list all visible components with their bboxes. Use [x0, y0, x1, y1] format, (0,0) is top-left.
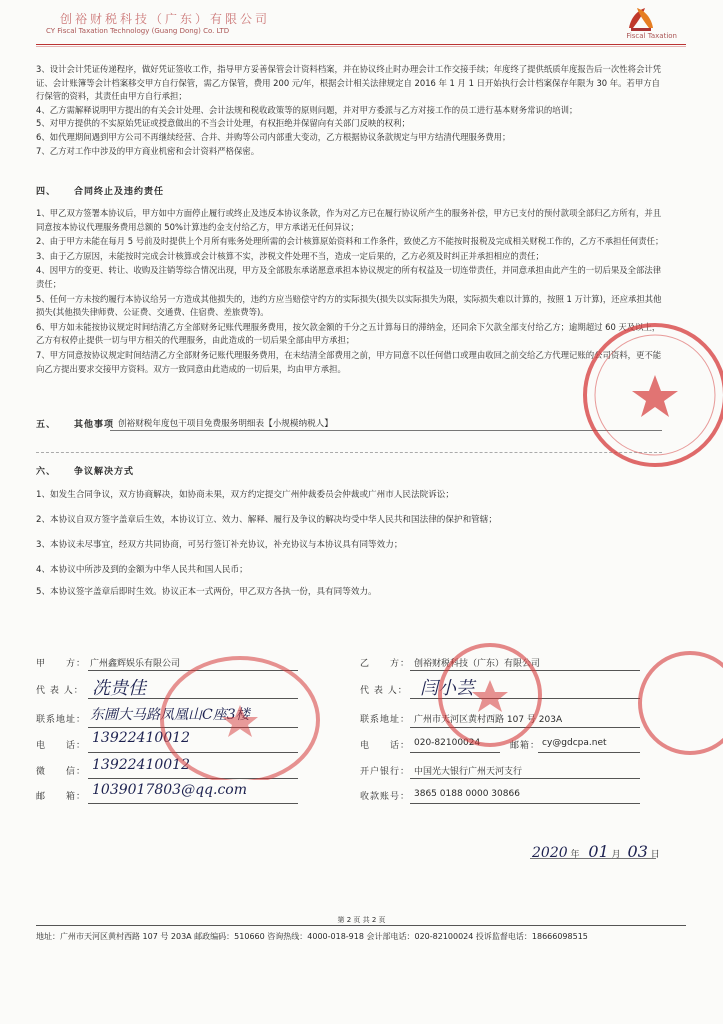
party-b-account-line [410, 803, 640, 804]
header-divider [36, 44, 686, 45]
dispute-item: 2、本协议自双方签字盖章后生效，本协议订立、效力、解释、履行及争议的解决均受中华人民共和国法律的保护和管辖； [36, 515, 497, 525]
party-b-email-label: 邮箱： [510, 741, 541, 751]
party-b-rep-signature: 闫小芸 [420, 678, 474, 699]
clause-item: 4、因甲方的变更、转让、收购及注销等综合情况出现，甲方及全部股东承诺愿意承担本协议规定的所有权益及一切连带责任，并同意承担由此产生的一切后果及全部法律责任； [36, 265, 662, 289]
clause-item: 3、设计会计凭证传递程序，做好凭证签收工作，指导甲方妥善保管会计资料档案，并在协议终止时办理会计工作交接手续；年度终了提供纸质年度报告后一次性将会计凭证、会计账簿等会计档案移交甲方自行保管，需乙方保管，费用 200 元/年，根据会计相关法律规定自 2016 年 1 月 1 日开始执行会计档案保存年限为 30 年。若甲方自行保管的资料，其责任由甲方自行承担； [36, 64, 662, 102]
clause-item: 5、任何一方未按约履行本协议给另一方造成其他损失的，违约方应当赔偿守约方的实际损失(损失以实际损失为限，实际损失难以计算的，按照 1 万计算)，还应承担其他损失(其他损失律师费、公证费、交通费、住宿费、差旅费等)。 [36, 293, 662, 318]
section-6-num: 六、 [36, 467, 57, 477]
header-company-en: CY Fiscal Taxation Technology (Guang Dong) Co. LTD [46, 27, 230, 35]
party-b-addr-label: 联系地址： [360, 715, 411, 725]
party-b-seal-stamp-icon [430, 640, 590, 750]
header-company-cn: 创裕财税科技（广东）有限公司 [60, 12, 271, 26]
party-a-name: 广州鑫辉娱乐有限公司 [90, 659, 181, 669]
party-b-label: 乙 方： [360, 659, 411, 669]
party-a-label: 甲 方： [36, 659, 87, 669]
clauses-top [36, 63, 664, 158]
section-5-heading [36, 417, 114, 430]
date-day-unit: 日 [650, 850, 660, 860]
company-seal-stamp-icon [560, 315, 723, 480]
party-b-addr: 广州市天河区黄村西路 107 号 203A [414, 715, 563, 725]
party-a-phone-label: 电 话： [36, 741, 87, 751]
date-year: 2020 [532, 845, 568, 861]
footer-info: 地址：广州市天河区黄村西路 107 号 203A 邮政编码：510660 咨询热线：4000-018-918 会计部电话：020-82100024 投诉监督电话：18666098515 [36, 932, 588, 941]
party-b-account-label: 收款账号： [360, 792, 411, 802]
clause-item: 2、由于甲方未能在每月 5 号前及时提供上个月所有账务处理所需的会计核算原始资料和工作条件，致使乙方不能按时报税及完成相关财税工作的，乙方不承担任何责任； [36, 236, 664, 247]
party-a-phone-hand: 13922410012 [92, 730, 190, 746]
date-year-unit: 年 [570, 850, 580, 860]
party-a-addr-hand: 东圃大马路凤凰山C座3楼 [90, 707, 250, 723]
party-b-account: 3865 0188 0000 30866 [414, 789, 520, 799]
clause-item: 7、乙方对工作中涉及的甲方商业机密和会计资料严格保密。 [36, 145, 260, 156]
party-b-bank-label: 开户银行： [360, 767, 411, 777]
party-b-rep-label: 代 表 人： [360, 686, 408, 696]
crossed-hands-logo-icon [621, 4, 661, 34]
header-divider-thin [36, 46, 686, 47]
party-a-wechat-label: 微 信： [36, 767, 87, 777]
dispute-item: 3、本协议未尽事宜，经双方共同协商，可另行签订补充协议，补充协议与本协议具有同等效力； [36, 540, 403, 550]
party-a-email-label: 邮 箱： [36, 792, 87, 802]
date-line [530, 858, 656, 859]
party-a-wechat-hand: 13922410012 [92, 757, 190, 773]
clause-item: 5、对甲方提供的不实原始凭证或授意做出的不当会计处理，有权拒绝并保留向有关部门反映的权利； [36, 118, 410, 129]
clause-item: 1、甲乙双方签署本协议后，甲方如中方面停止履行或终止及违反本协议条款，作为对乙方已在履行协议所产生的服务补偿，甲方已支付的预付款项全部归乙方所有，并且同意按本协议代理服务费用总额的 50%计算违约金支付给乙方，甲方承诺无任何异议； [36, 208, 662, 232]
party-a-rep-signature: 冼贵佳 [92, 678, 146, 699]
party-a-addr-label: 联系地址： [36, 715, 87, 725]
section-5-num: 五、 [36, 420, 57, 430]
party-b-bank-line [410, 778, 640, 779]
clause-item: 7、甲方同意按协议规定时间结清乙方全部财务记账代理服务费用，在未结清全部费用之前，甲方同意不以任何借口或理由收回之前交给乙方代理记账的公司资料，更不能向乙方提出要求交接甲方资料。双方一致同意由此造成的一切后果，均由甲方承担。 [36, 349, 662, 374]
party-b-name: 创裕财税科技（广东）有限公司 [414, 659, 541, 669]
logo-text: Fiscal Taxation [626, 32, 677, 40]
page-number: 第 2 页 共 2 页 [337, 916, 386, 924]
clause-item: 6、如代理期间遇到甲方公司不再继续经营、合并、并购等公司内部重大变动，乙方根据协议条款规定与甲方结清代理服务费用； [36, 131, 511, 142]
date-day: 03 [627, 842, 648, 861]
party-a-seal-stamp-icon [140, 645, 350, 780]
section-5-title: 其他事项 [74, 420, 115, 430]
dispute-item: 5、本协议签字盖章后即时生效。协议正本一式两份，甲乙双方各执一份，具有同等效力。 [36, 587, 377, 597]
clause-item: 6、甲方如未能按协议规定时间结清乙方全部财务记账代理服务费用，按欠款金额的千分之五计算每日的滞纳金，还同余下欠款全部支付给乙方；逾期超过 60 天及以上，乙方有权停止提供一切与甲方相关的代理服务，由此造成的一切后果全部由甲方承担； [36, 321, 661, 346]
footer-divider [36, 925, 686, 926]
party-b-phone-label: 电 话： [360, 741, 411, 751]
party-b-phone: 020-82100024 [414, 738, 481, 748]
section-4-title: 合同终止及违约责任 [74, 187, 165, 197]
party-b-phone-line [410, 752, 500, 753]
section-6-title: 争议解决方式 [74, 467, 135, 477]
section-4-num: 四、 [36, 187, 57, 197]
party-a-email-line [88, 803, 298, 804]
section-5-value: 创裕财税年度包干项目免费服务明细表【小规模纳税人】 [118, 419, 333, 429]
dispute-item: 4、本协议中所涉及到的金额为中华人民共和国人民币； [36, 565, 248, 575]
party-a-email-hand: 1039017803@qq.com [92, 782, 247, 798]
clause-item: 3、由于乙方原因，未能按时完成会计核算或会计核算不实，涉税文件处理不当，造成一定后果的，乙方必须及时纠正并承担相应的责任； [36, 250, 544, 261]
party-b-seal-partial-icon [610, 648, 723, 758]
date-month: 01 [588, 842, 609, 861]
party-b-bank: 中国光大银行广州天河支行 [414, 767, 523, 777]
party-a-rep-label: 代 表 人： [36, 686, 84, 696]
section-4-heading [36, 184, 164, 197]
party-b-email: cy@gdcpa.net [542, 738, 607, 748]
date-month-unit: 月 [611, 850, 621, 860]
section-6-heading [36, 464, 134, 477]
dispute-item: 1、如发生合同争议，双方协商解决，如协商未果，双方约定提交广州仲裁委员会仲裁或广州市人民法院诉讼； [36, 490, 454, 500]
clause-item: 4、乙方需解释说明甲方提出的有关会计处理、会计法规和税收政策等的原则问题，并对甲方委派与乙方对接工作的员工进行基本财务常识的培训； [36, 104, 578, 115]
